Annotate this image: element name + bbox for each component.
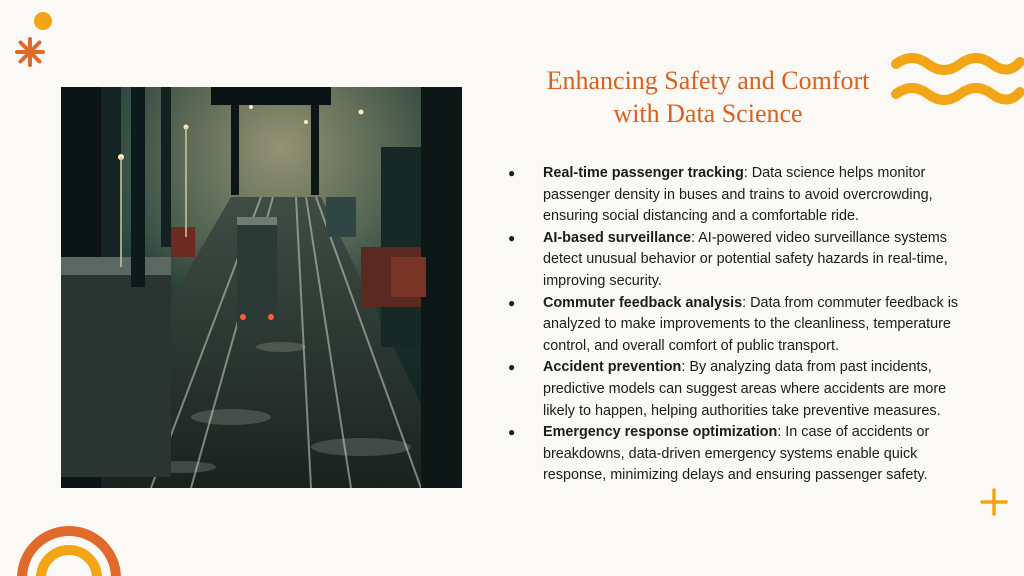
list-item xyxy=(508,163,978,228)
bullet-body: : By analyzing data from past incidents, predictive models can suggest areas where accidents are more likely to happen, helping authorities take preventive measures. xyxy=(543,359,947,419)
bullet-icon: ● xyxy=(508,360,516,375)
decorative-dot xyxy=(34,12,52,30)
bullet-heading: Commuter feedback analysis xyxy=(543,294,743,311)
bullet-heading: Real-time passenger tracking xyxy=(543,165,744,181)
rail-yard-photo xyxy=(61,87,462,488)
plus-icon xyxy=(980,488,1008,516)
bullet-heading: Accident prevention xyxy=(543,359,682,376)
bullet-body: : Data science helps monitor passenger density in buses and trains to avoid overcrowding, ensuring social distancing and a comfortable ride. xyxy=(543,165,933,225)
title-line-2: with Data Science xyxy=(613,99,803,128)
arcs-icon xyxy=(14,522,124,576)
bullet-icon: ● xyxy=(508,425,516,440)
waves-icon xyxy=(890,50,1024,110)
list-item xyxy=(508,293,978,358)
bullet-body: : Data from commuter feedback is analyzed to make improvements to the cleanliness, temperature control, and overall comfort of public transport. xyxy=(543,294,959,354)
bullet-body: : In case of accidents or breakdowns, data-driven emergency systems enable quick response, minimizing delays and ensuring passenger safety. xyxy=(543,424,930,484)
list-item xyxy=(508,422,978,487)
list-item xyxy=(508,228,978,293)
bullet-icon: ● xyxy=(508,166,516,180)
page-title xyxy=(512,64,904,130)
title-line-1: Enhancing Safety and Comfort xyxy=(546,66,870,95)
bullet-heading: AI-based surveillance xyxy=(543,229,691,246)
bullet-list xyxy=(508,163,978,487)
bullet-icon: ● xyxy=(508,230,516,245)
bullet-heading: Emergency response optimization xyxy=(543,424,778,441)
bullet-icon: ● xyxy=(508,295,516,310)
asterisk-icon xyxy=(14,36,46,68)
list-item xyxy=(508,357,978,422)
bullet-body: : AI-powered video surveillance systems detect unusual behavior or potential safety hazards in real-time, improving security. xyxy=(543,229,948,289)
